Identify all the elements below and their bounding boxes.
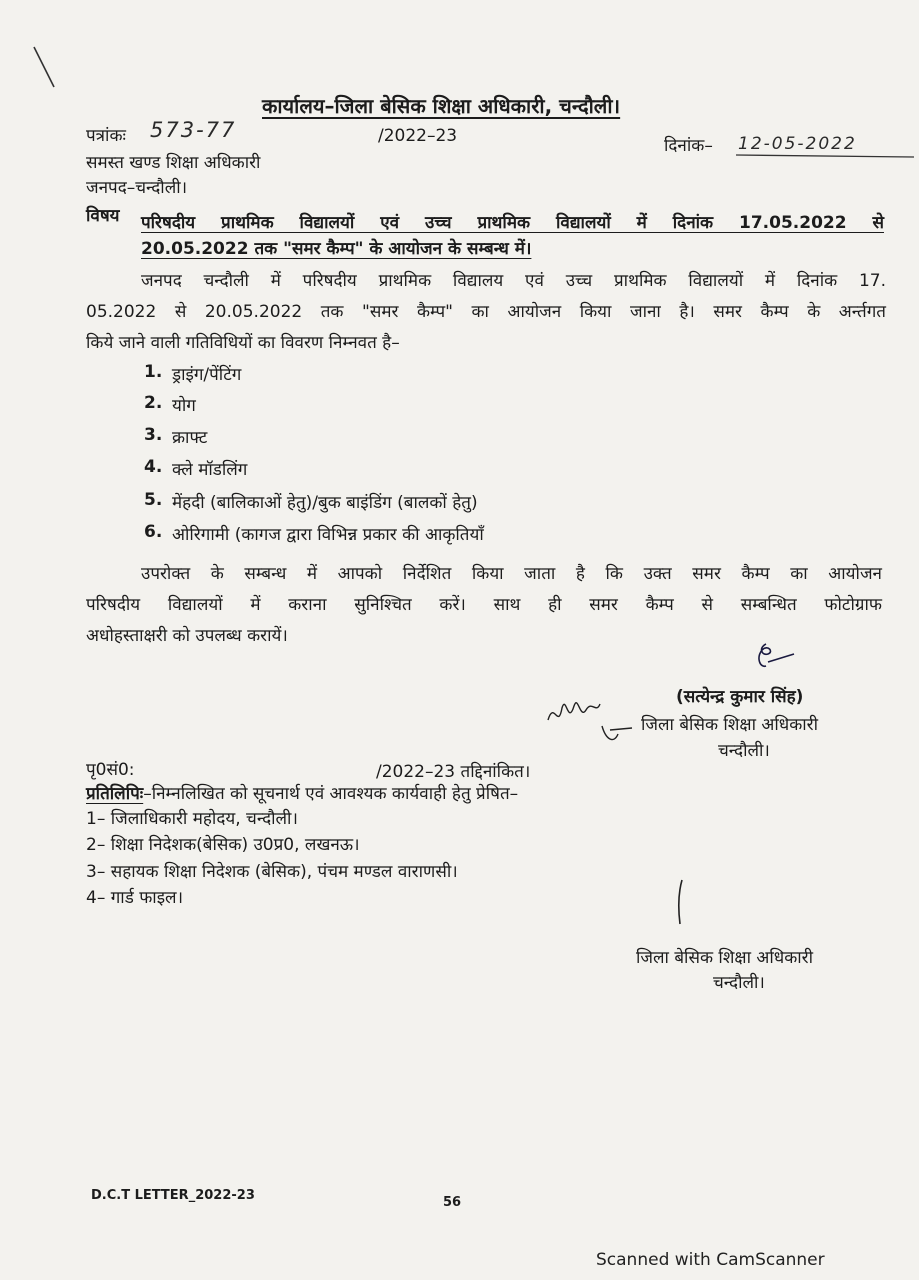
para2-line-2: परिषदीय विद्यालयों में कराना सुनिश्चित करें। साथ ही समर कैम्प से सम्बन्धित फोटोग्राफ (86, 595, 882, 615)
list-item-number: 6. (144, 522, 163, 542)
signatory2-designation: जिला बेसिक शिक्षा अधिकारी (636, 948, 814, 968)
list-item-number: 3. (144, 425, 163, 445)
office-title: कार्यालय–जिला बेसिक शिक्षा अधिकारी, चन्दौली। (262, 94, 621, 118)
signatory-name: (सत्येन्द्र कुमार सिंह) (676, 687, 804, 707)
signatory-place: चन्दौली। (718, 741, 770, 761)
signatory2-place: चन्दौली। (713, 973, 765, 993)
list-item-text: ओरिगामी (कागज द्वारा विभिन्न प्रकार की आकृतियाँ (172, 525, 484, 545)
signature-scribble (748, 640, 808, 680)
list-item: 4– गार्ड फाइल। (86, 888, 184, 908)
signatory-designation: जिला बेसिक शिक्षा अधिकारी (641, 715, 819, 735)
page-number: 56 (443, 1195, 462, 1210)
subject-label: विषय (86, 206, 120, 226)
copy-ref-label: पृ0सं0: (86, 760, 135, 780)
copy-heading (86, 781, 518, 804)
copy-heading-text: –निम्नलिखित को सूचनार्थ एवं आवश्यक कार्यवाही हेतु प्रेषित– (143, 784, 519, 804)
list-item: 3– सहायक शिक्षा निदेशक (बेसिक), पंचम मण्डल वाराणसी। (86, 862, 458, 882)
addressee-line-2: जनपद–चन्दौली। (86, 178, 188, 198)
list-item-text: क्ले मॉडलिंग (172, 460, 248, 480)
list-item-text: योग (172, 396, 196, 416)
list-item: 2– शिक्षा निदेशक(बेसिक) उ0प्र0, लखनऊ। (86, 835, 360, 855)
list-item-number: 2. (144, 393, 163, 413)
signature-stroke (674, 878, 686, 928)
initials-scribble (540, 690, 640, 760)
para1-line-2: 05.2022 से 20.05.2022 तक "समर कैम्प" का आयोजन किया जाना है। समर कैम्प के अर्न्तगत (86, 302, 886, 322)
list-item-number: 4. (144, 457, 163, 477)
copy-heading-label: प्रतिलिपिः (86, 784, 144, 804)
pen-mark (30, 45, 60, 95)
para1-line-3: किये जाने वाली गतिविधियों का विवरण निम्नवत है– (86, 333, 400, 353)
date-underline (736, 153, 916, 159)
addressee-line-1: समस्त खण्ड शिक्षा अधिकारी (86, 153, 261, 173)
list-item-number: 5. (144, 490, 163, 510)
camscanner-watermark: Scanned with CamScanner (596, 1250, 825, 1270)
list-item-text: मेंहदी (बालिकाओं हेतु)/बुक बाइंडिंग (बालकों हेतु) (172, 493, 478, 513)
para1-line-1: जनपद चन्दौली में परिषदीय प्राथमिक विद्यालय एवं उच्च प्राथमिक विद्यालयों में दिनांक 17. (141, 271, 886, 291)
list-item-text: ड्राइंग/पेंटिंग (172, 365, 242, 385)
para2-line-3: अधोहस्ताक्षरी को उपलब्ध करायें। (86, 626, 288, 646)
copy-ref-year: /2022–23 तद्दिनांकित। (376, 762, 531, 782)
subject-line-1: परिषदीय प्राथमिक विद्यालयों एवं उच्च प्राथमिक विद्यालयों में दिनांक 17.05.2022 से (141, 213, 884, 233)
list-item-text: क्राफ्ट (172, 428, 208, 448)
patrank-handwritten: 573-77 (150, 118, 237, 142)
subject-line-2: 20.05.2022 तक "समर कैम्प" के आयोजन के सम्बन्ध में। (141, 239, 532, 259)
para2-line-1: उपरोक्त के सम्बन्ध में आपको निर्देशित किया जाता है कि उक्त समर कैम्प का आयोजन (141, 564, 882, 584)
footer-reference: D.C.T LETTER_2022-23 (91, 1188, 255, 1203)
patrank-year: /2022–23 (378, 126, 458, 146)
list-item: 1– जिलाधिकारी महोदय, चन्दौली। (86, 809, 298, 829)
date-label: दिनांक– (664, 136, 713, 156)
patrank-label: पत्रांकः (86, 126, 126, 146)
list-item-number: 1. (144, 362, 163, 382)
date-handwritten: 12-05-2022 (738, 134, 857, 154)
